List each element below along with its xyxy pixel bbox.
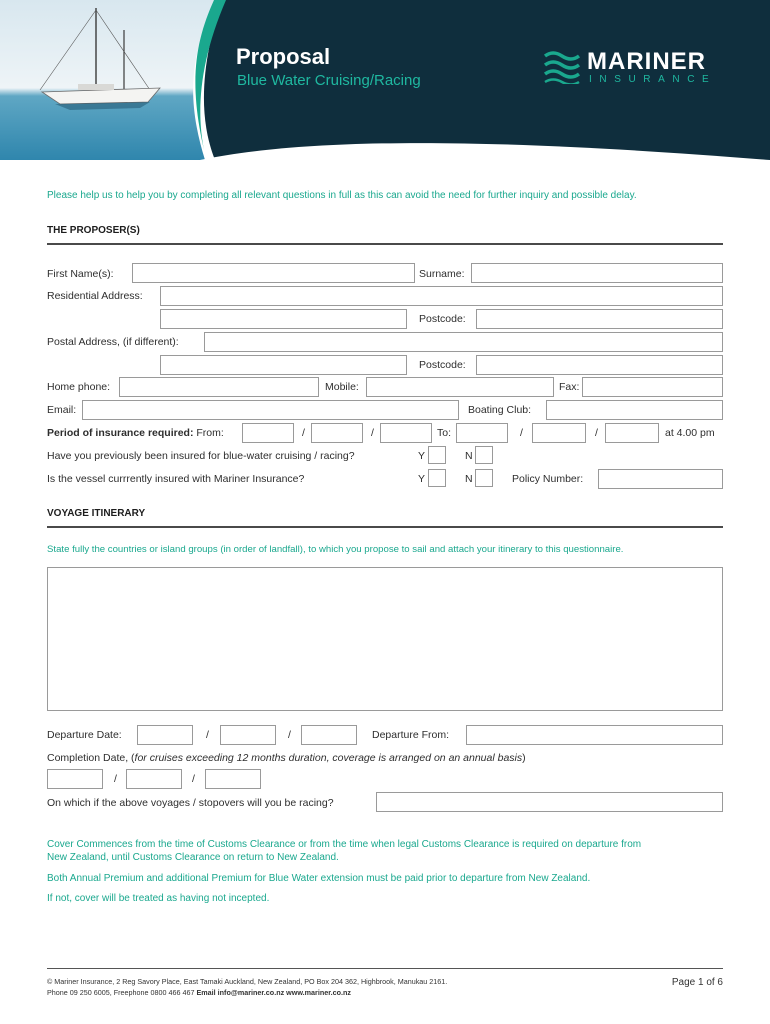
previously-insured-yes-checkbox[interactable]: [428, 446, 446, 464]
email-label: Email:: [47, 404, 77, 416]
first-names-field[interactable]: [132, 263, 415, 283]
postal-postcode-field[interactable]: [476, 355, 723, 375]
yes-label: Y: [418, 473, 426, 485]
date-separator: /: [520, 427, 523, 439]
mobile-label: Mobile:: [325, 381, 359, 393]
intro-text: Please help us to help you by completing all relevant questions in full as this can avoid the need for further inquiry and possible delay.: [47, 190, 637, 201]
section-heading-voyage: VOYAGE ITINERARY: [47, 508, 146, 519]
voyage-instruction: State fully the countries or island groups (in order of landfall), to which you propose to sail and attach your itinerary to this questionnaire.: [47, 544, 624, 555]
yes-label: Y: [418, 450, 426, 462]
departure-date-label: Departure Date:: [47, 729, 122, 741]
departure-from-field[interactable]: [466, 725, 723, 745]
date-separator: /: [288, 729, 291, 741]
policy-number-field[interactable]: [598, 469, 723, 489]
to-year-field[interactable]: [605, 423, 659, 443]
currently-insured-no-checkbox[interactable]: [475, 469, 493, 487]
page-title: Proposal: [236, 44, 331, 69]
previously-insured-no-checkbox[interactable]: [475, 446, 493, 464]
section-heading-proposer: THE PROPOSER(S): [47, 225, 140, 236]
section-rule: [47, 243, 723, 245]
date-separator: /: [192, 773, 195, 785]
completion-date-label: Completion Date, (for cruises exceeding 12 months duration, coverage is arranged on an annual basis): [47, 752, 526, 764]
postal-address-label: Postal Address, (if different):: [47, 336, 179, 348]
not-incepted-note: If not, cover will be treated as having not incepted.: [47, 893, 270, 904]
to-label: To:: [437, 427, 452, 439]
logo-wordmark: MARINER: [587, 48, 706, 75]
footer-rule: [47, 968, 723, 969]
departure-from-label: Departure From:: [372, 729, 450, 741]
email-field[interactable]: [82, 400, 459, 420]
surname-field[interactable]: [471, 263, 723, 283]
departure-year-field[interactable]: [301, 725, 357, 745]
currently-insured-question: Is the vessel currrently insured with Mariner Insurance?: [47, 473, 305, 485]
departure-day-field[interactable]: [137, 725, 193, 745]
policy-number-label: Policy Number:: [512, 473, 584, 485]
racing-field[interactable]: [376, 792, 723, 812]
currently-insured-yes-checkbox[interactable]: [428, 469, 446, 487]
residential-address-line2-field[interactable]: [160, 309, 407, 329]
fax-label: Fax:: [559, 381, 580, 393]
footer-address: © Mariner Insurance, 2 Reg Savory Place, East Tamaki Auckland, New Zealand, PO Box 204 362, Highbrook, Manukau 2161. Phone 09 250 6005, Freephone 0800 466 467 Email info@mariner.co.nz www.mariner.co.nz: [47, 977, 448, 997]
completion-year-field[interactable]: [205, 769, 261, 789]
residential-address-label: Residential Address:: [47, 290, 143, 302]
postcode-label: Postcode:: [419, 313, 466, 325]
premium-note: Both Annual Premium and additional Premium for Blue Water extension must be paid prior to departure from New Zealand.: [47, 873, 591, 884]
residential-postcode-field[interactable]: [476, 309, 723, 329]
completion-month-field[interactable]: [126, 769, 182, 789]
from-day-field[interactable]: [242, 423, 294, 443]
from-month-field[interactable]: [311, 423, 363, 443]
mobile-field[interactable]: [366, 377, 554, 397]
period-of-insurance-label: Period of insurance required: From:: [47, 427, 224, 439]
postal-postcode-label: Postcode:: [419, 359, 466, 371]
departure-month-field[interactable]: [220, 725, 276, 745]
fax-field[interactable]: [582, 377, 723, 397]
no-label: N: [465, 450, 473, 462]
date-separator: /: [206, 729, 209, 741]
page-subtitle: Blue Water Cruising/Racing: [237, 72, 421, 89]
home-phone-label: Home phone:: [47, 381, 111, 393]
previously-insured-question: Have you previously been insured for blue-water cruising / racing?: [47, 450, 355, 462]
time-label: at 4.00 pm: [665, 427, 715, 439]
first-names-label: First Name(s):: [47, 268, 114, 280]
to-month-field[interactable]: [532, 423, 586, 443]
itinerary-textarea[interactable]: [47, 567, 723, 711]
logo-subtext: INSURANCE: [589, 74, 717, 85]
boating-club-label: Boating Club:: [468, 404, 532, 416]
home-phone-field[interactable]: [119, 377, 319, 397]
boating-club-field[interactable]: [546, 400, 723, 420]
no-label: N: [465, 473, 473, 485]
mariner-logo: [543, 48, 733, 88]
completion-day-field[interactable]: [47, 769, 103, 789]
page-number: Page 1 of 6: [671, 977, 723, 988]
postal-address-line2-field[interactable]: [160, 355, 407, 375]
to-day-field[interactable]: [456, 423, 508, 443]
section-rule: [47, 526, 723, 528]
waves-icon: [543, 50, 581, 84]
cover-commences-note: Cover Commences from the time of Customs Clearance or from the time when legal Customs Clearance is required on departure from New Zealand, until Customs Clearance on return to New Zealand.: [47, 839, 642, 863]
racing-question: On which if the above voyages / stopovers will you be racing?: [47, 797, 334, 809]
residential-address-field[interactable]: [160, 286, 723, 306]
date-separator: /: [302, 427, 305, 439]
header-banner: [0, 0, 770, 160]
date-separator: /: [371, 427, 374, 439]
date-separator: /: [114, 773, 117, 785]
surname-label: Surname:: [419, 268, 465, 280]
date-separator: /: [595, 427, 598, 439]
from-year-field[interactable]: [380, 423, 432, 443]
postal-address-field[interactable]: [204, 332, 723, 352]
